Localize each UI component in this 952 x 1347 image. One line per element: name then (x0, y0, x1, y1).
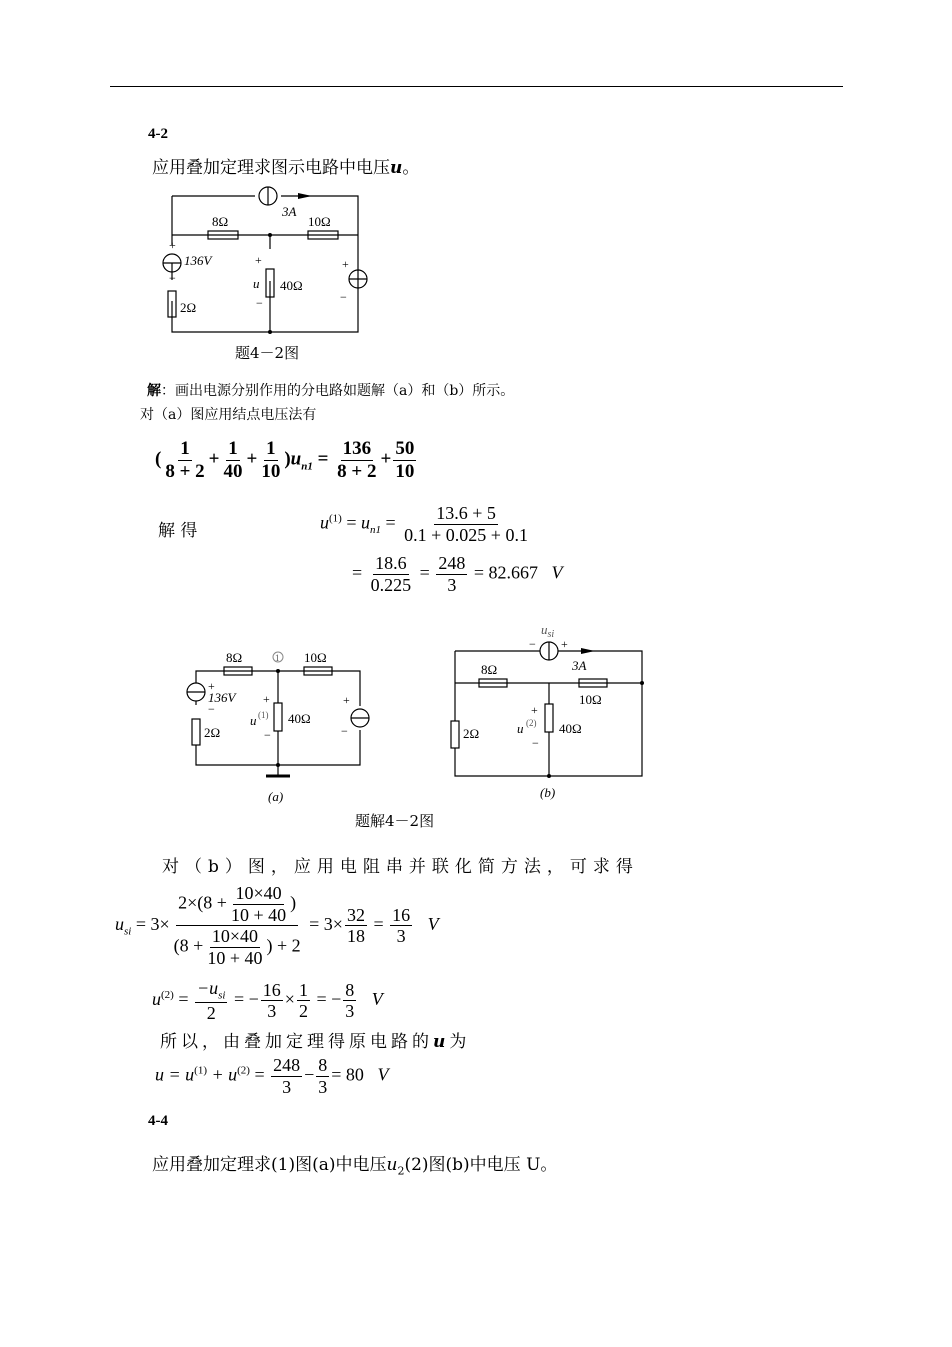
solve-label: 解 得 (158, 521, 198, 541)
figure-caption: 题4－2图 (235, 344, 300, 362)
svg-text:40Ω: 40Ω (288, 711, 311, 726)
problem-statement: 应用叠加定理求图示电路中电压u。 (152, 158, 420, 178)
circuit-b (445, 620, 660, 810)
svg-text:−: − (169, 271, 176, 285)
svg-text:−: − (341, 724, 348, 738)
circuit-a (180, 643, 380, 808)
circuit-main (160, 183, 375, 368)
conclusion-line: 所以，由叠加定理得原电路的u为 (160, 1032, 471, 1052)
solution-line-2: 对（a）图应用结点电压法有 (140, 407, 317, 423)
usi-label: $u_{si}$ (541, 622, 555, 640)
node-voltage-equation: ( $\frac{1}{8 + 2}$ + $\frac{1}{40}$ + $\frac{1}{10}$ )$u_{n1}$ = $\frac{136}{8 + 2}$ + $\frac{50}{10}$ (155, 438, 415, 482)
u-label: u (253, 276, 260, 291)
svg-text:+: + (531, 703, 538, 717)
svg-text:+: + (208, 679, 215, 693)
problem-number: 4-2 (148, 126, 168, 142)
svg-text:(2): (2) (526, 718, 537, 728)
svg-text:−: − (256, 296, 263, 310)
node-voltage-solution: $u^{(1)} = u_{n1}$ = $\frac{13.6 + 5}{0.1 + 0.025 + 0.1}$ (320, 503, 528, 545)
svg-text:2Ω: 2Ω (204, 725, 221, 740)
svg-text:40Ω: 40Ω (559, 721, 582, 736)
svg-text:+: + (343, 693, 350, 707)
svg-text:+: + (169, 238, 176, 252)
part-b-intro: 对（b）图，应用电阻串并联化简方法，可求得 (162, 857, 639, 877)
svg-text:10Ω: 10Ω (304, 650, 327, 665)
svg-text:(1): (1) (258, 710, 269, 720)
svg-text:+: + (561, 637, 568, 651)
svg-text:−: − (340, 290, 347, 304)
circuit-a-label: (a) (268, 789, 284, 804)
r3-label: 40Ω (280, 278, 303, 293)
svg-text:−: − (529, 637, 536, 651)
svg-text:+: + (255, 253, 262, 267)
svg-text:2Ω: 2Ω (463, 726, 480, 741)
svg-text:u: u (517, 721, 524, 736)
figure-2-caption: 题解4－2图 (355, 812, 435, 830)
svg-text:+: + (342, 257, 349, 271)
node-1-label: 1 (275, 653, 280, 663)
problem-statement-2: 应用叠加定理求(1)图(a)中电压$u_2(2)$图(b)中电压 U。 (152, 1155, 558, 1178)
svg-text:8Ω: 8Ω (481, 662, 498, 677)
svg-text:3A: 3A (572, 658, 587, 673)
final-equation: $u = u^{(1)} + u^{(2)}$ = $\frac{248}{3}$ − $\frac{8}{3}$ = 80 V (155, 1055, 389, 1097)
svg-text:u: u (250, 713, 257, 728)
header-rule (110, 86, 843, 87)
svg-text:8Ω: 8Ω (226, 650, 243, 665)
svg-text:+: + (263, 692, 270, 706)
svg-text:−: − (532, 736, 539, 750)
svg-text:136V: 136V (208, 690, 236, 705)
r2-label: 10Ω (308, 214, 331, 229)
node-voltage-result: = $\frac{18.6}{0.225}$ = $\frac{248}{3}$ = 82.667 V (352, 553, 563, 595)
problem-number-2: 4-4 (148, 1113, 168, 1129)
svg-text:−: − (208, 702, 215, 716)
solution-intro: 解：画出电源分别作用的分电路如题解（a）和（b）所示。 (147, 383, 515, 399)
circuit-b-label: (b) (540, 785, 556, 800)
r4-label: 2Ω (180, 300, 197, 315)
usi-equation: $u_{si} = 3\times$ 2×(8 + $\frac{10\times 40}{10 + 40}$ ) (8 + $\frac{10\times 40}{10 + 40}$ ) + 2 = 3× $\frac{32}{18}$ = $\frac{16}{3}$ V (115, 883, 439, 969)
current-source-label: 3A (282, 204, 297, 219)
svg-text:10Ω: 10Ω (579, 692, 602, 707)
voltage-source-label: 136V (184, 253, 212, 268)
r1-label: 8Ω (212, 214, 229, 229)
u2-equation: $u^{(2)}$ = $\frac{-u_{si}}{2}$ = − $\frac{16}{3}$ × $\frac{1}{2}$ = − $\frac{8}{3}$ V (152, 978, 383, 1024)
svg-text:−: − (264, 728, 271, 742)
